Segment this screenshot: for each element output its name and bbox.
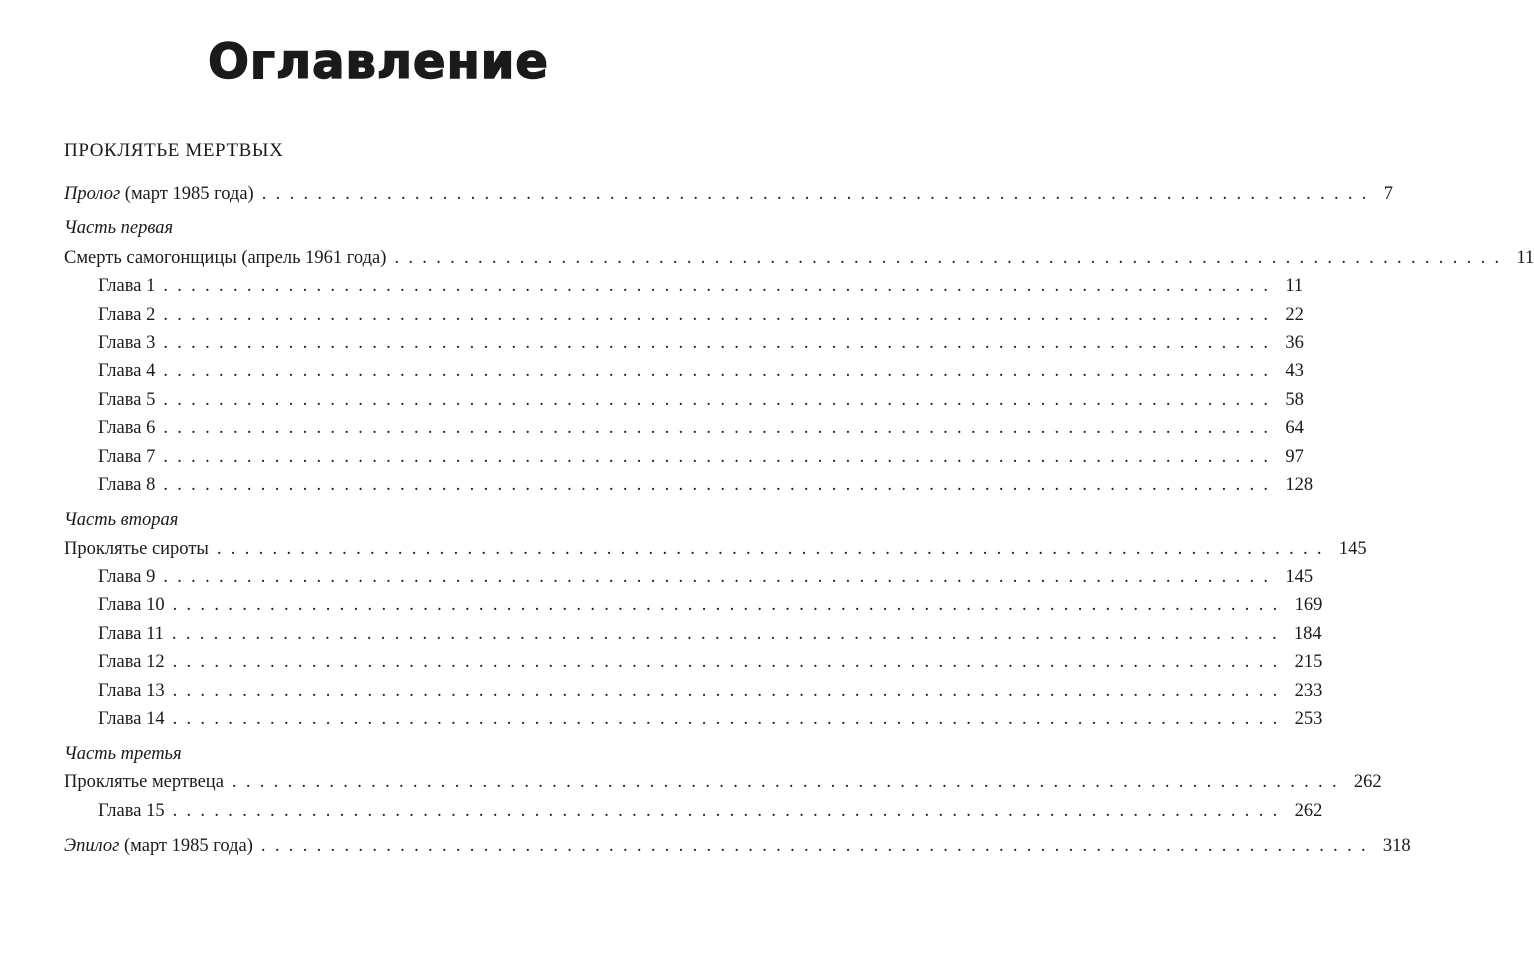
page-number: 145 (1338, 539, 1367, 559)
toc-entry-chapter[interactable] (98, 650, 1323, 674)
toc-entry-chapter[interactable] (98, 303, 1304, 327)
toc-entry-chapter[interactable] (98, 359, 1304, 383)
page-number: 262 (1294, 801, 1323, 821)
page-number: 58 (1285, 390, 1304, 410)
chapter-title: Глава 9 (98, 567, 156, 587)
toc-entry-chapter[interactable] (98, 707, 1323, 731)
dot-leader: ................................................................................ (172, 681, 1287, 701)
chapter-title: Глава 3 (98, 333, 156, 353)
page-number: 184 (1293, 624, 1322, 644)
chapter-title: Глава 10 (98, 595, 165, 615)
toc-entry-chapter[interactable] (98, 565, 1314, 589)
dot-leader: ................................................................................ (163, 390, 1278, 410)
page-number: 215 (1294, 652, 1323, 672)
section-title: Смерть самогонщицы (апрель 1961 года) (64, 248, 387, 268)
toc-entry-chapter[interactable] (98, 679, 1323, 703)
chapter-title: Глава 2 (98, 305, 156, 325)
toc-entry-chapter[interactable] (98, 388, 1304, 412)
page-number: 145 (1285, 567, 1314, 587)
page-number: 233 (1294, 681, 1323, 701)
toc-heading: Оглавление (208, 34, 549, 90)
dot-leader: ................................................................................ (163, 361, 1278, 381)
dot-leader: ................................................................................ (163, 333, 1278, 353)
chapter-title: Глава 4 (98, 361, 156, 381)
toc-entry-epilogue[interactable] (64, 834, 1411, 858)
dot-leader: ................................................................................ (163, 567, 1278, 587)
toc-entry-chapter[interactable] (98, 473, 1314, 497)
page-number: 7 (1383, 184, 1393, 204)
toc-entry-chapter[interactable] (98, 593, 1323, 617)
dot-leader: ................................................................................ (171, 624, 1286, 644)
toc-entry-chapter[interactable] (98, 799, 1323, 823)
page-number: 128 (1285, 475, 1314, 495)
chapter-title: Глава 6 (98, 418, 156, 438)
toc-entry-section[interactable] (64, 246, 1534, 270)
toc-entry-chapter[interactable] (98, 445, 1304, 469)
dot-leader: ................................................................................ (172, 709, 1287, 729)
dot-leader: ................................................................................ (216, 539, 1331, 559)
chapter-title: Глава 1 (98, 276, 156, 296)
page-number: 43 (1285, 361, 1304, 381)
part-label: Часть первая (64, 218, 174, 238)
dot-leader: ................................................................................ (261, 184, 1376, 204)
page-number: 318 (1382, 836, 1411, 856)
page-number: 11 (1516, 248, 1534, 268)
toc-entry-chapter[interactable] (98, 416, 1304, 440)
toc-entry-chapter[interactable] (98, 622, 1322, 646)
chapter-title: Глава 12 (98, 652, 165, 672)
dot-leader: ................................................................................ (260, 836, 1375, 856)
page-number: 97 (1285, 447, 1304, 467)
page-number: 169 (1294, 595, 1323, 615)
chapter-title: Глава 15 (98, 801, 165, 821)
page-number: 262 (1353, 772, 1382, 792)
chapter-title: Глава 13 (98, 681, 165, 701)
dot-leader: ................................................................................ (394, 248, 1509, 268)
part-label: Часть вторая (64, 510, 179, 530)
toc-entry-section[interactable] (64, 537, 1367, 561)
epilogue-label: Эпилог (64, 836, 120, 856)
chapter-title: Глава 7 (98, 447, 156, 467)
dot-leader: ................................................................................ (163, 276, 1278, 296)
page-number: 22 (1285, 305, 1304, 325)
dot-leader: ................................................................................ (172, 595, 1287, 615)
epilogue-date: (март 1985 года) (119, 836, 253, 856)
section-title: Проклятье сироты (64, 539, 209, 559)
dot-leader: ................................................................................ (163, 305, 1278, 325)
toc-entry-prologue[interactable] (64, 182, 1393, 206)
book-title: ПРОКЛЯТЬЕ МЕРТВЫХ (64, 140, 284, 161)
page-number: 64 (1285, 418, 1304, 438)
dot-leader: ................................................................................ (172, 652, 1287, 672)
page-number: 253 (1294, 709, 1323, 729)
chapter-title: Глава 5 (98, 390, 156, 410)
dot-leader: ................................................................................ (163, 475, 1278, 495)
dot-leader: ................................................................................ (231, 772, 1346, 792)
chapter-title: Глава 14 (98, 709, 165, 729)
section-title: Проклятье мертвеца (64, 772, 224, 792)
prologue-date: (март 1985 года) (120, 184, 254, 204)
chapter-title: Глава 8 (98, 475, 156, 495)
dot-leader: ................................................................................ (172, 801, 1287, 821)
toc-entry-chapter[interactable] (98, 331, 1304, 355)
part-label: Часть третья (64, 744, 182, 764)
toc-entry-section[interactable] (64, 770, 1382, 794)
page-number: 11 (1285, 276, 1304, 296)
chapter-title: Глава 11 (98, 624, 164, 644)
dot-leader: ................................................................................ (163, 447, 1278, 467)
dot-leader: ................................................................................ (163, 418, 1278, 438)
prologue-label: Пролог (64, 184, 121, 204)
toc-entry-chapter[interactable] (98, 274, 1304, 298)
page-number: 36 (1285, 333, 1304, 353)
